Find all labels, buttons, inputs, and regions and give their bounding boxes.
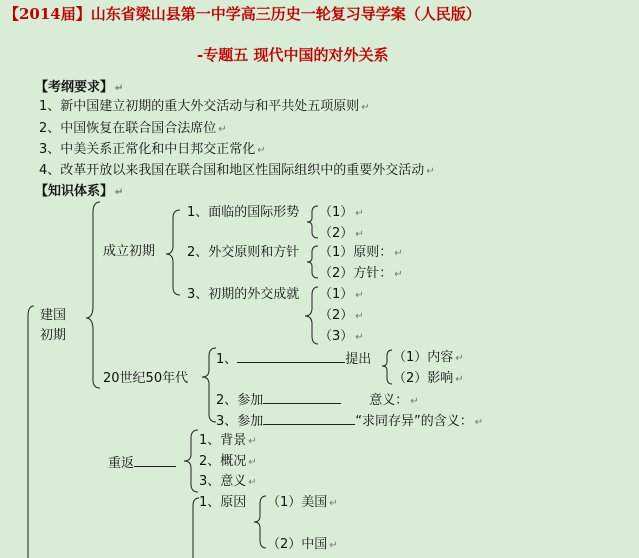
return-label: 重返 <box>108 454 176 472</box>
outline-item: 1、新中国建立初期的重大外交活动与和平共处五项原则 ↵ <box>39 99 370 114</box>
phase2-item-1: 1、 提出 <box>216 352 372 367</box>
return-item: 2、概况 ↵ <box>199 454 257 469</box>
phase2-item-3: 3、参加 “求同存异”的含义： ↵ <box>216 414 484 429</box>
root-label: 建国 初期 <box>40 308 67 343</box>
phase1-item3-sub: （1） ↵ <box>319 287 364 302</box>
phase1-item3-sub: （2） ↵ <box>319 308 364 323</box>
phase1-item-1: 1、面临的国际形势 <box>187 205 300 220</box>
cause-sub: （2）中国 ↵ <box>267 537 338 552</box>
title-line-1: 【2014届】山东省梁山县第一中学高三历史一轮复习导学案（人民版） <box>4 5 481 23</box>
title-line-2: -专题五 现代中国的对外关系 <box>197 46 389 64</box>
phase1-item-2: 2、外交原则和方针 <box>187 245 300 260</box>
phase1-item2-sub: （2）方针： ↵ <box>319 266 403 281</box>
return-item: 1、背景 ↵ <box>199 433 257 448</box>
phase2-label: 20世纪50年代 <box>103 371 189 386</box>
return-item: 3、意义 ↵ <box>199 474 257 489</box>
outline-item: 4、改革开放以来我国在联合国和地区性国际组织中的重要外交活动 ↵ <box>39 163 435 178</box>
phase2-item-2: 2、参加 意义： ↵ <box>216 393 419 408</box>
phase1-item3-sub: （3） ↵ <box>319 329 364 344</box>
phase1-item1-sub: （2） ↵ <box>319 226 364 241</box>
phase2-item1-sub: （2）影响 ↵ <box>393 371 464 386</box>
phase2-item1-sub: （1）内容 ↵ <box>393 350 464 365</box>
phase1-item-3: 3、初期的外交成就 <box>187 287 300 302</box>
cause-sub: （1）美国 ↵ <box>267 495 338 510</box>
cause-label: 1、原因 <box>199 495 247 510</box>
phase1-label: 成立初期 <box>103 244 156 259</box>
phase1-item2-sub: （1）原则： ↵ <box>319 245 403 260</box>
outline-item: 2、中国恢复在联合国合法席位 ↵ <box>39 121 227 136</box>
outline-heading: 【考纲要求】 ↵ <box>35 80 124 95</box>
phase1-item1-sub: （1） ↵ <box>319 205 364 220</box>
knowledge-heading: 【知识体系】 ↵ <box>35 184 124 199</box>
outline-item: 3、中美关系正常化和中日邦交正常化 ↵ <box>39 142 266 157</box>
